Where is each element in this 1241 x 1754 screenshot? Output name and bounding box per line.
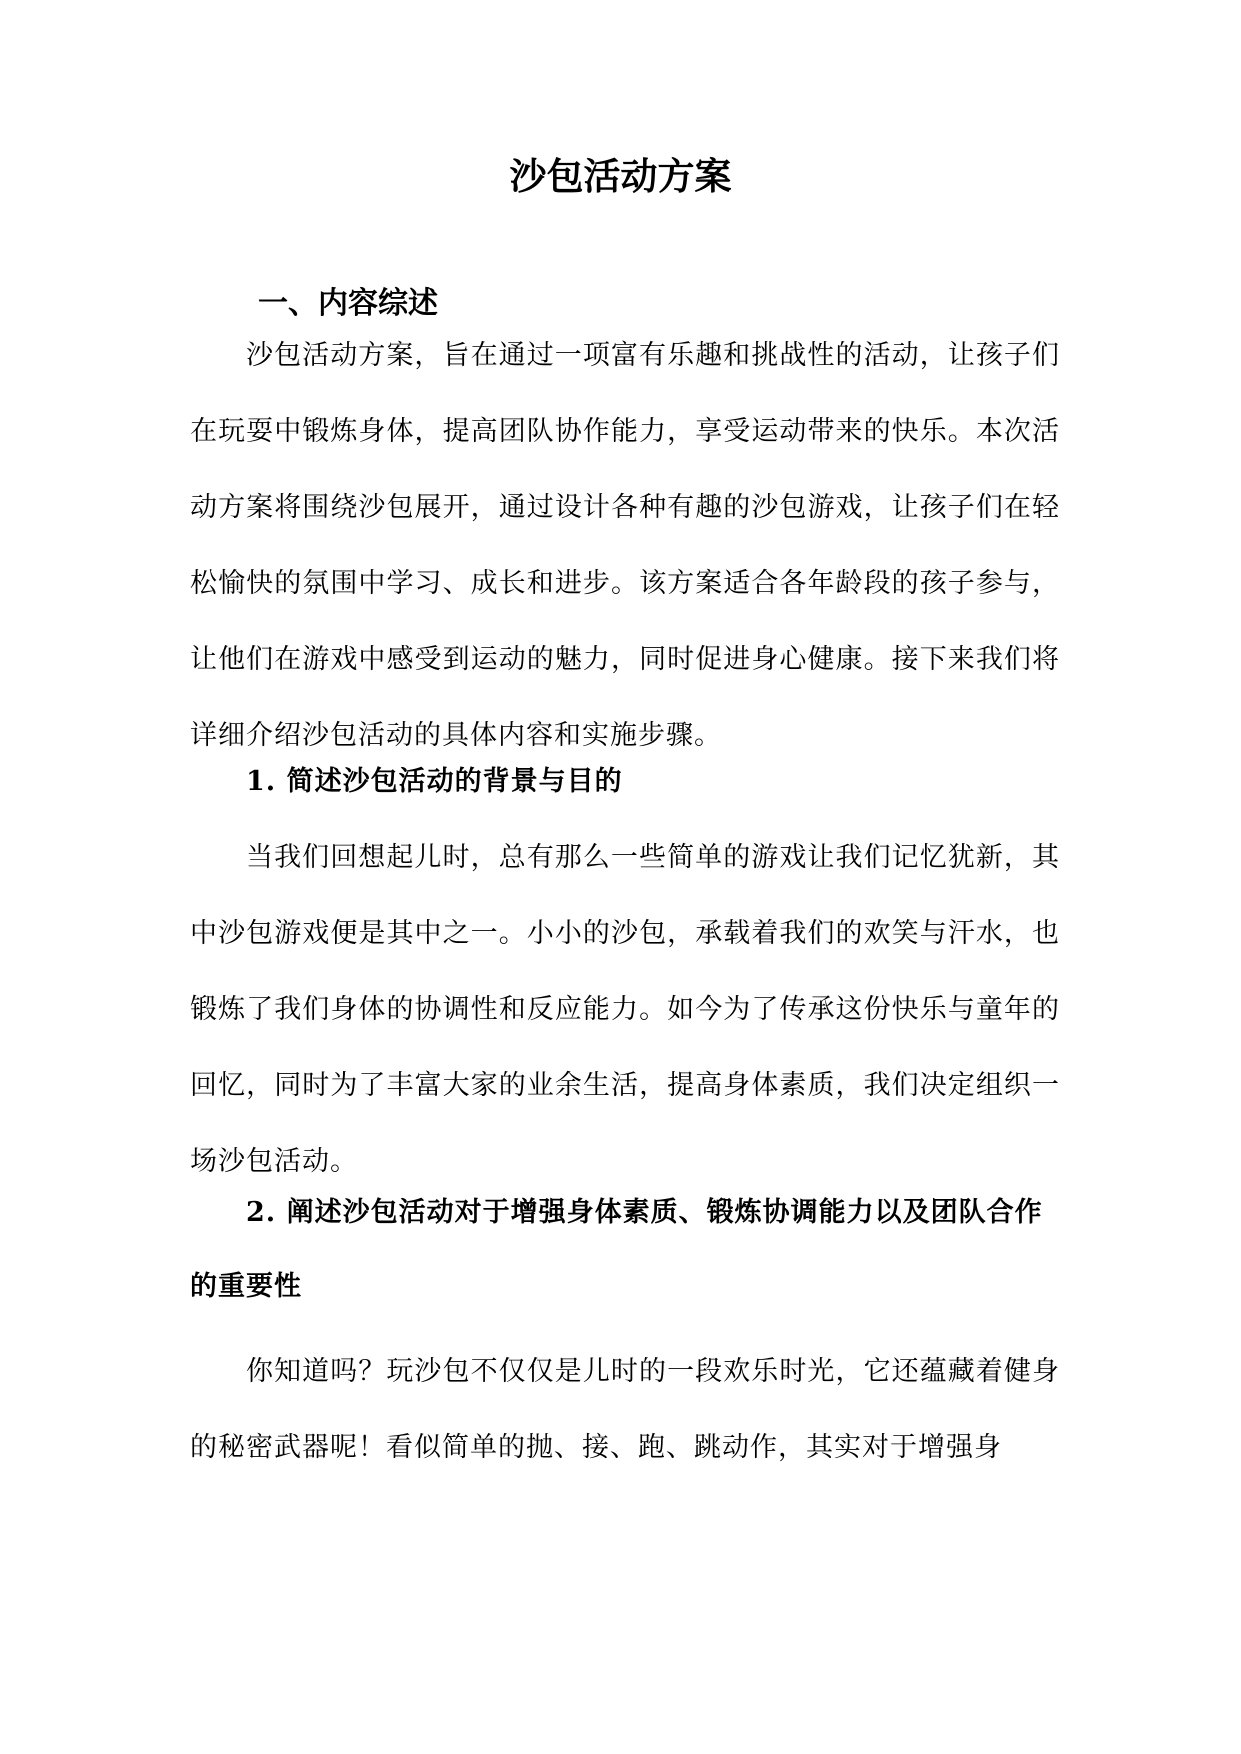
section-heading-overview: 一、内容综述 bbox=[258, 286, 438, 321]
section-paragraph-overview: 沙包活动方案，旨在通过一项富有乐趣和挑战性的活动，让孩子们在玩耍中锻炼身体，提高团队协作能力，享受运动带来的快乐。本次活动方案将围绕沙包展开，通过设计各种有趣的沙包游戏，让孩子们在轻松愉快的氛围中学习、成长和进步。该方案适合各年龄段的孩子参与，让他们在游戏中感受到运动的魅力，同时促进身心健康。接下来我们将详细介绍沙包活动的具体内容和实施步骤。 bbox=[190, 340, 1060, 751]
subsection-heading-importance: 2. 阐述沙包活动对于增强身体素质、锻炼协调能力以及团队合作的重要性 bbox=[190, 1197, 1043, 1302]
subsection-paragraph-background: 当我们回想起儿时，总有那么一些简单的游戏让我们记忆犹新，其中沙包游戏便是其中之一。小小的沙包，承载着我们的欢笑与汗水，也锻炼了我们身体的协调性和反应能力。如今为了传承这份快乐与童年的回忆，同时为了丰富大家的业余生活，提高身体素质，我们决定组织一场沙包活动。 bbox=[190, 842, 1060, 1177]
subsection-paragraph-importance: 你知道吗？玩沙包不仅仅是儿时的一段欢乐时光，它还蕴藏着健身的秘密武器呢！看似简单的抛、接、跑、跳动作，其实对于增强身 bbox=[190, 1356, 1060, 1463]
document-title: 沙包活动方案 bbox=[509, 154, 732, 198]
subsection-heading-background: 1. 简述沙包活动的背景与目的 bbox=[246, 766, 623, 797]
